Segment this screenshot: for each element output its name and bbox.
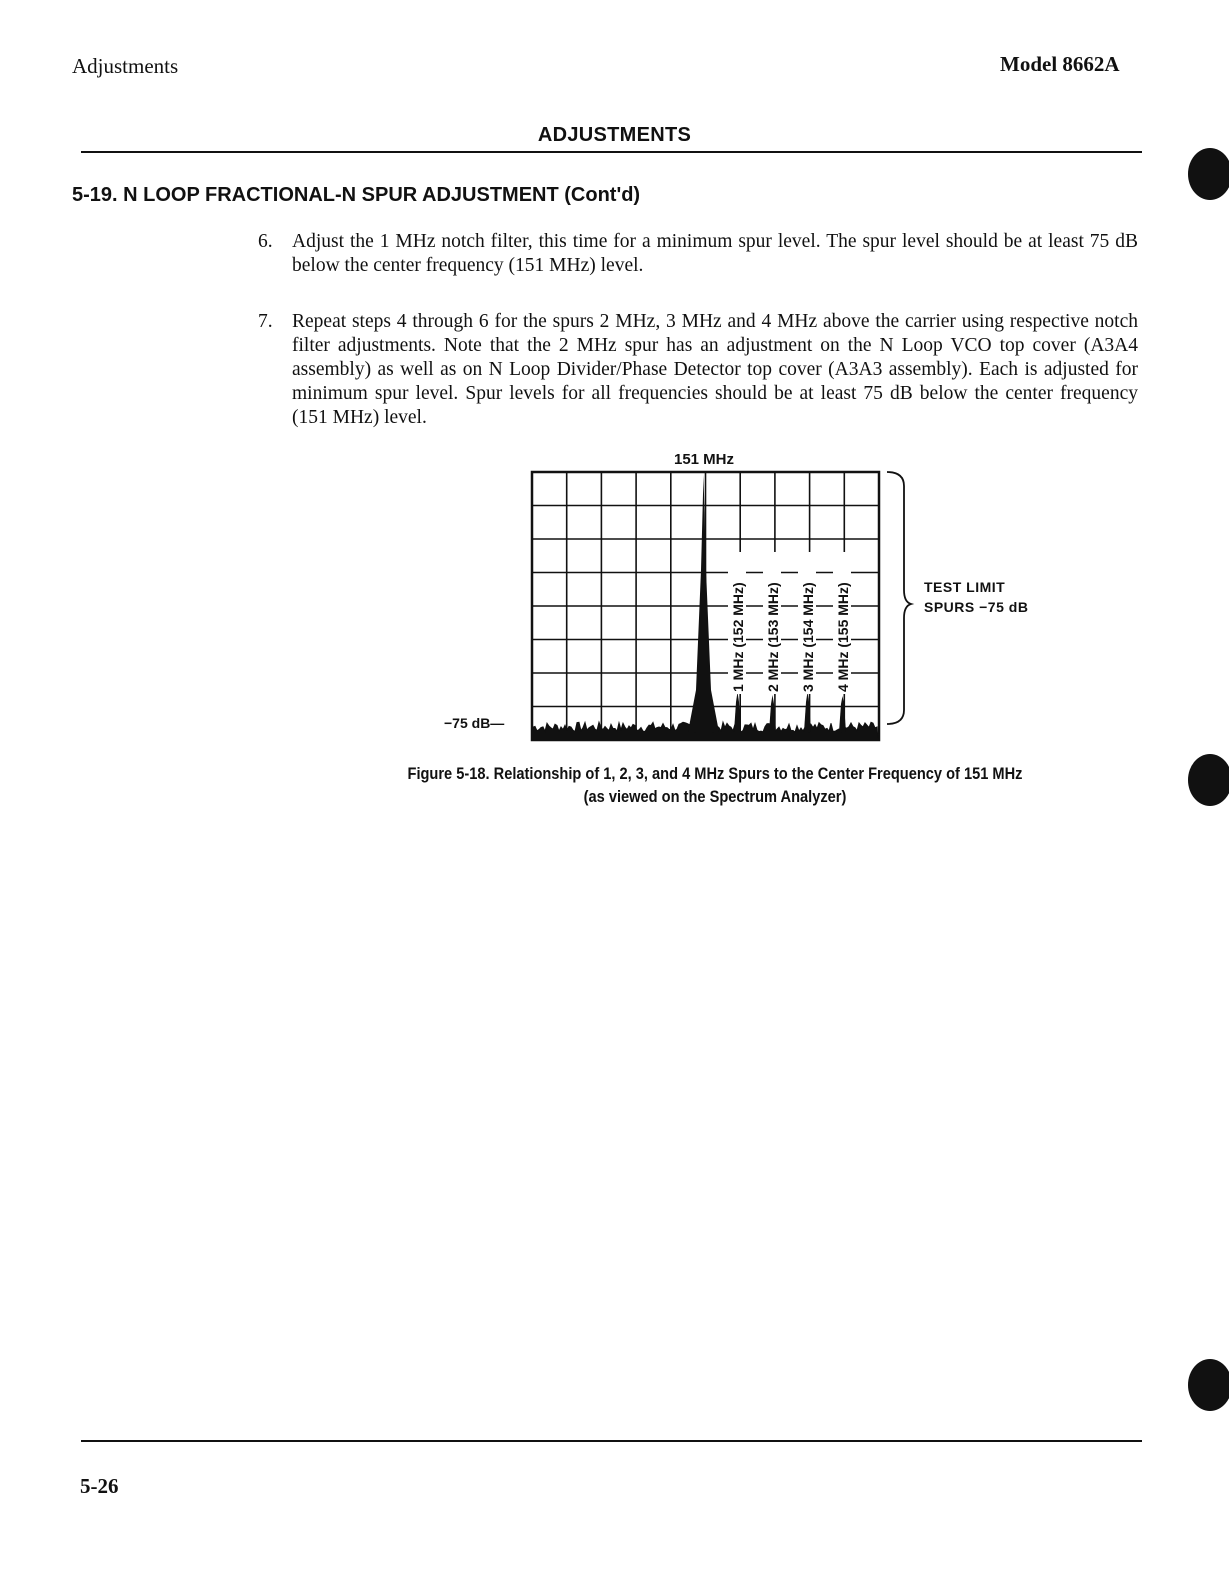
step-text: Adjust the 1 MHz notch filter, this time for a minimum spur level. The spur level should be at least 75 dB below the center frequency (151 MHz) level. xyxy=(292,231,1138,276)
binder-hole-mark xyxy=(1188,754,1229,806)
spur-label-1mhz: 1 MHz (152 MHz) xyxy=(730,582,746,692)
step-number: 6. xyxy=(258,231,273,252)
center-frequency-label: 151 MHz xyxy=(673,451,735,468)
carrier-peak xyxy=(688,475,719,732)
caption-line-1: Figure 5-18. Relationship of 1, 2, 3, and 4 MHz Spurs to the Center Frequency of 151 MHz xyxy=(407,764,1023,783)
subheading: 5-19. N LOOP FRACTIONAL-N SPUR ADJUSTMENT (Cont'd) xyxy=(72,184,641,206)
spur-label-3mhz: 3 MHz (154 MHz) xyxy=(800,582,816,692)
caption-line-2: (as viewed on the Spectrum Analyzer) xyxy=(583,787,847,806)
running-header-left: Adjustments xyxy=(72,54,179,78)
binder-hole-mark xyxy=(1188,1359,1229,1411)
test-limit-label: TEST LIMIT xyxy=(924,579,1006,595)
footer-rule xyxy=(81,1440,1142,1442)
reference-level-label: −75 dB— xyxy=(444,715,505,731)
step-text: Repeat steps 4 through 6 for the spurs 2 MHz, 3 MHz and 4 MHz above the carrier using respective notch filter adjustments. Note that the 2 MHz spur has an adjustment on the N Loop VCO top cover (A3A4 assembly) as well as on N Loop Divider/Phase Detector top cover (A3A3 assembly). Each is adjusted for minimum spur level. Spur levels for all frequencies should be at least 75 dB below the center frequency (151 MHz) level. xyxy=(292,311,1138,428)
spectrum-figure xyxy=(430,440,1090,750)
section-title: ADJUSTMENTS xyxy=(537,124,692,146)
spur-label-4mhz: 4 MHz (155 MHz) xyxy=(835,582,851,692)
test-limit-bracket xyxy=(887,472,911,724)
figure-caption xyxy=(393,762,1038,808)
spur-label-2mhz: 2 MHz (153 MHz) xyxy=(765,582,781,692)
binder-holes xyxy=(1170,145,1229,1415)
page-number: 5-26 xyxy=(80,1474,119,1498)
header-rule xyxy=(81,151,1142,153)
running-header-right: Model 8662A xyxy=(1000,52,1120,76)
binder-hole-mark xyxy=(1188,148,1229,200)
test-limit-value: SPURS −75 dB xyxy=(924,599,1029,615)
step-number: 7. xyxy=(258,311,273,332)
